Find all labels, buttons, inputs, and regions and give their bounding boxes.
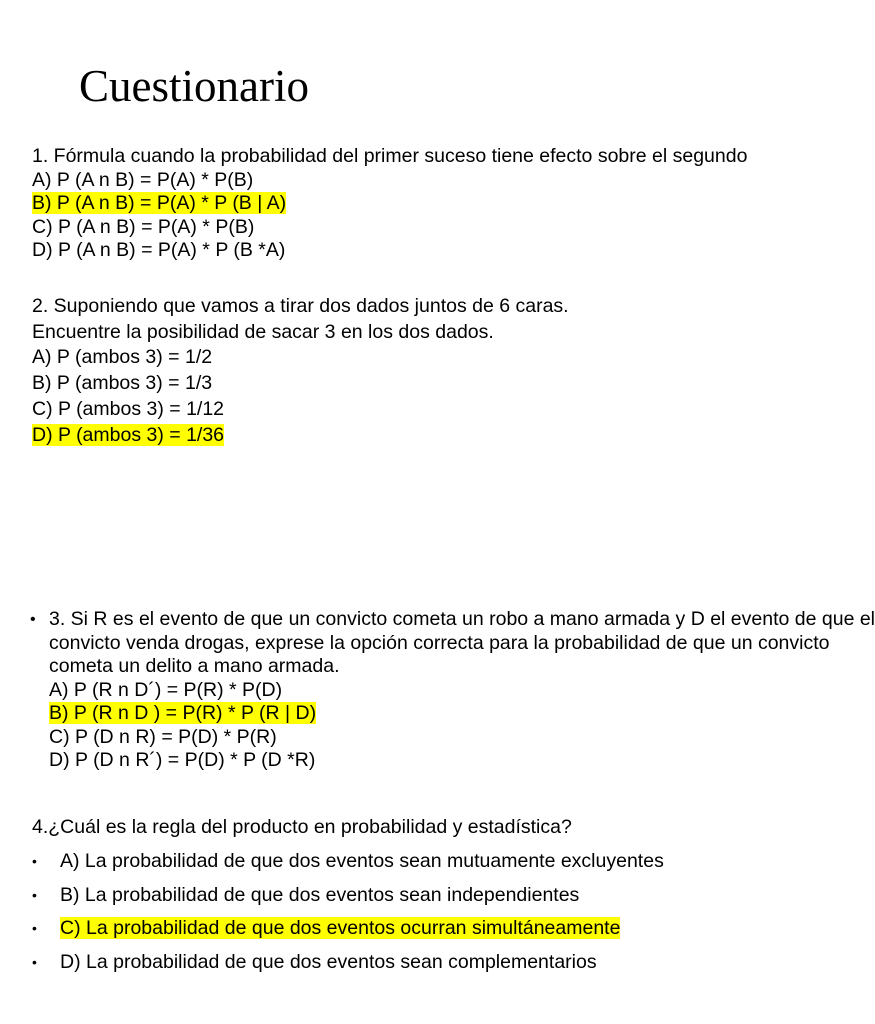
question-3-option-d: D) P (D n R´) = P(D) * P (D *R) <box>49 749 316 771</box>
question-3-text-line-2: convicto venda drogas, exprese la opción correcta para la probabilidad de que un convicto <box>49 631 830 654</box>
question-1-option-d: D) P (A n B) = P(A) * P (B *A) <box>32 239 286 261</box>
question-1-option-b-highlighted: B) P (A n B) = P(A) * P (B | A) <box>32 192 287 214</box>
question-1 <box>32 145 747 263</box>
question-4-text: 4.¿Cuál es la regla del producto en probabilidad y estadística? <box>32 816 572 838</box>
question-3-text-line-3: cometa un delito a mano armada. <box>49 655 340 677</box>
page-title: Cuestionario <box>79 61 309 111</box>
question-3-text-line-1: 3. Si R es el evento de que un convicto cometa un robo a mano armada y D el evento de que el <box>49 608 875 630</box>
question-2 <box>32 294 569 448</box>
bullet-icon: • <box>32 852 37 869</box>
question-4-option-d <box>32 949 664 975</box>
question-1-option-c: C) P (A n B) = P(A) * P(B) <box>32 215 255 238</box>
question-4-option-a <box>32 848 664 874</box>
question-3-option-b-highlighted: B) P (R n D ) = P(R) * P (R | D) <box>49 702 317 724</box>
question-2-option-b: B) P (ambos 3) = 1/3 <box>32 372 213 395</box>
question-3-option-a: A) P (R n D´) = P(R) * P(D) <box>49 678 283 701</box>
question-4 <box>32 814 664 975</box>
question-4-option-c-text-highlighted: C) La probabilidad de que dos eventos ocurran simultáneamente <box>60 917 621 940</box>
question-2-option-d-highlighted: D) P (ambos 3) = 1/36 <box>32 423 225 446</box>
question-4-option-b-text: B) La probabilidad de que dos eventos sean independientes <box>60 883 580 906</box>
question-3-option-c: C) P (D n R) = P(D) * P(R) <box>49 725 277 748</box>
question-2-option-a: A) P (ambos 3) = 1/2 <box>32 346 213 369</box>
question-2-text-line-1: 2. Suponiendo que vamos a tirar dos dados juntos de 6 caras. <box>32 295 569 317</box>
question-4-option-c <box>32 915 664 941</box>
question-2-text-line-2: Encuentre la posibilidad de sacar 3 en los dos dados. <box>32 320 494 343</box>
question-4-option-a-text: A) La probabilidad de que dos eventos sean mutuamente excluyentes <box>60 849 664 872</box>
bullet-icon: • <box>32 920 37 937</box>
question-2-option-c: C) P (ambos 3) = 1/12 <box>32 397 225 420</box>
question-3 <box>30 608 875 773</box>
bullet-icon: • <box>32 886 37 903</box>
question-1-option-a: A) P (A n B) = P(A) * P(B) <box>32 168 254 191</box>
question-4-option-d-text: D) La probabilidad de que dos eventos sean complementarios <box>60 951 597 974</box>
bullet-icon: • <box>32 954 37 971</box>
bullet-icon: • <box>30 611 36 628</box>
question-4-option-b <box>32 882 664 908</box>
question-1-text: 1. Fórmula cuando la probabilidad del primer suceso tiene efecto sobre el segundo <box>32 145 748 167</box>
